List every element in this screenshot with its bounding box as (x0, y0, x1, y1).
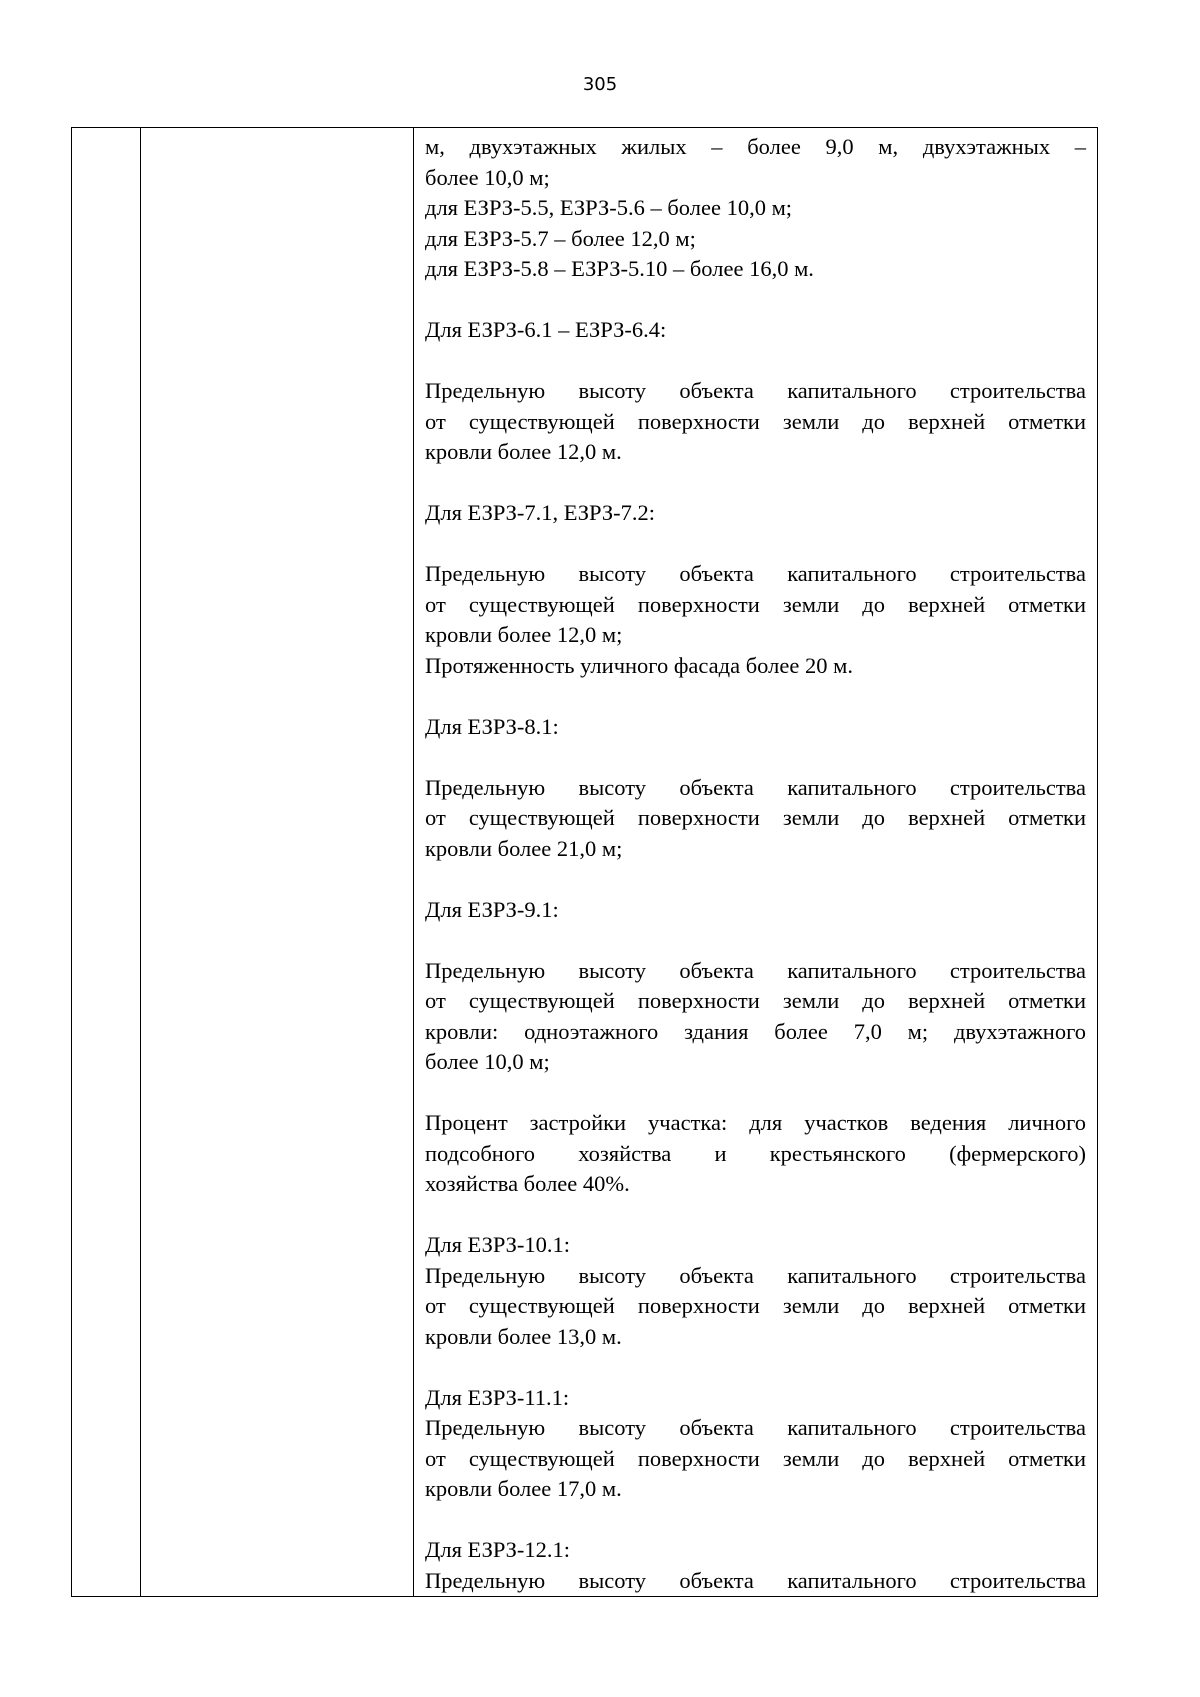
page-number: 305 (582, 74, 618, 95)
table-cell-requirements (414, 128, 1098, 1597)
zone-requirement-paragraph (425, 1230, 1086, 1352)
zone-heading (425, 498, 1086, 529)
text-line: кровли более 12,0 м. (425, 439, 622, 464)
text-line: более 10,0 м; (425, 164, 550, 190)
zone-heading (425, 712, 1086, 743)
table-cell-name (141, 128, 414, 1597)
zone-heading (425, 895, 1086, 926)
text-line: Предельную высоту объекта капитального строительства (425, 957, 1086, 983)
text-line: от существующей поверхности земли до верхней отметки (425, 1293, 1086, 1318)
text-line: Предельную высоту объекта капитального строительства (425, 561, 1086, 586)
zone-heading-text: Для ЕЗРЗ-8.1: (425, 713, 559, 739)
zone-requirement-paragraph (425, 559, 1086, 681)
text-line: для ЕЗРЗ-5.7 – более 12,0 м; (425, 225, 696, 251)
zone-requirement-paragraph (425, 1535, 1086, 1596)
zone-heading-text: Для ЕЗРЗ-12.1: (425, 1537, 571, 1562)
text-line: для ЕЗРЗ-5.5, ЕЗРЗ-5.6 – более 10,0 м; (425, 195, 793, 220)
zone-requirement-paragraph (425, 1383, 1086, 1505)
text-line: от существующей поверхности земли до верхней отметки (425, 805, 1086, 830)
table-cell-number (72, 128, 141, 1597)
zone-heading (425, 315, 1086, 346)
intro-paragraph (425, 132, 1086, 285)
text-line: более 10,0 м; (425, 1049, 550, 1074)
table-row (72, 128, 1098, 1597)
text-line: от существующей поверхности земли до верхней отметки (425, 591, 1086, 617)
text-line: Предельную высоту объекта капитального строительства (425, 774, 1086, 800)
zone-requirement-paragraph (425, 773, 1086, 865)
regulations-table (71, 127, 1098, 1597)
zone-heading-text: Для ЕЗРЗ-7.1, ЕЗРЗ-7.2: (425, 500, 655, 525)
text-line: Предельную высоту объекта капитального строительства (425, 1262, 1086, 1288)
text-line: кровли более 17,0 м. (425, 1476, 622, 1501)
text-line: Процент застройки участка: для участков ведения личного (425, 1110, 1086, 1135)
text-line: кровли более 21,0 м; (425, 835, 623, 861)
text-line: для ЕЗРЗ-5.8 – ЕЗРЗ-5.10 – более 16,0 м. (425, 256, 814, 281)
zone-requirement-paragraph (425, 1108, 1086, 1200)
text-line: кровли более 13,0 м. (425, 1323, 622, 1349)
text-line: м, двухэтажных жилых – более 9,0 м, двухэтажных – (425, 134, 1086, 159)
text-line: хозяйства более 40%. (425, 1171, 630, 1196)
text-line: от существующей поверхности земли до верхней отметки (425, 408, 1086, 434)
text-line: кровли: одноэтажного здания более 7,0 м; двухэтажного (425, 1018, 1086, 1044)
text-line: Предельную высоту объекта капитального строительства (425, 1567, 1086, 1593)
text-line: подсобного хозяйства и крестьянского (фермерского) (425, 1140, 1086, 1166)
zone-heading-text: Для ЕЗРЗ-6.1 – ЕЗРЗ-6.4: (425, 317, 667, 342)
zone-heading-text: Для ЕЗРЗ-9.1: (425, 896, 559, 922)
text-line: от существующей поверхности земли до верхней отметки (425, 988, 1086, 1013)
text-line: Предельную высоту объекта капитального строительства (425, 1415, 1086, 1440)
text-line: Предельную высоту объекта капитального строительства (425, 378, 1086, 403)
zone-heading-text: Для ЕЗРЗ-10.1: (425, 1232, 571, 1257)
zone-heading-text: Для ЕЗРЗ-11.1: (425, 1384, 570, 1410)
zone-requirement-paragraph (425, 956, 1086, 1078)
zone-requirement-paragraph (425, 376, 1086, 468)
text-line: кровли более 12,0 м; (425, 622, 623, 647)
text-line: Протяженность уличного фасада более 20 м. (425, 652, 853, 678)
text-line: от существующей поверхности земли до верхней отметки (425, 1445, 1086, 1471)
